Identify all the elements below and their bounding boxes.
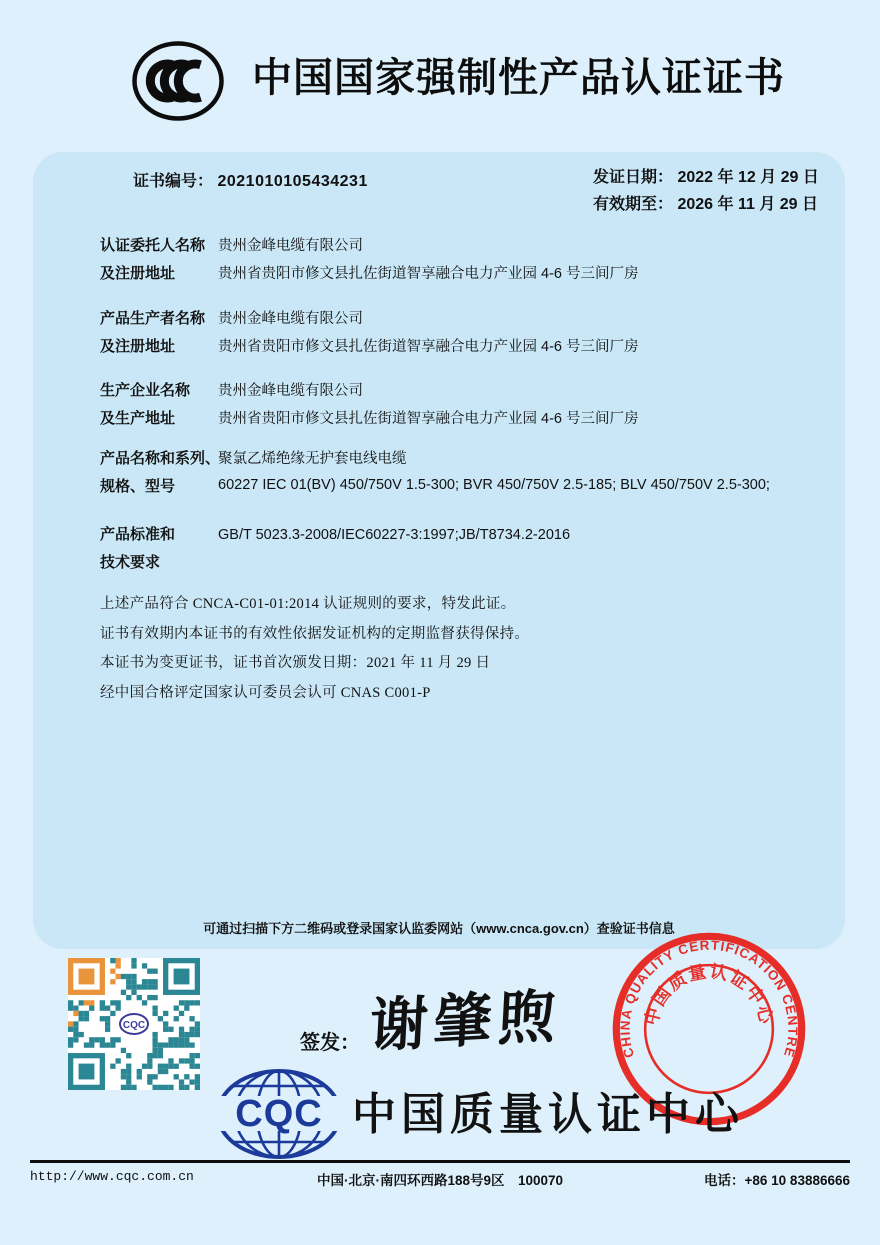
field-value-line2: 贵州省贵阳市修文县扎佐街道智享融合电力产业园 4-6 号三间厂房 — [218, 339, 639, 355]
field-label-line1: 产品生产者名称 — [100, 310, 206, 327]
svg-text:CHINA QUALITY CERTIFICATION CE — [618, 938, 801, 1060]
stamp-inner-text: 中国质量认证中心 — [641, 960, 777, 1028]
field-value — [218, 305, 815, 361]
statement-line: 本证书为变更证书，证书首次颁发日期：2021 年 11 月 29 日 — [100, 655, 491, 671]
footer-address: 中国·北京·南四环西路188号9区 100070 — [316, 1173, 564, 1188]
expiry-date-label: 有效期至： — [593, 196, 674, 213]
stamp-ring-text: CHINA QUALITY CERTIFICATION CENTRE — [617, 937, 801, 1060]
svg-text:中国质量认证中心 — [641, 961, 777, 1027]
certificate-number-line — [133, 168, 368, 191]
issue-date-value: 2022 年 12 月 29 日 — [677, 169, 819, 186]
cqc-logo-letters: CQC — [235, 1093, 323, 1135]
certificate-number-value: 2021010105434231 — [217, 173, 368, 190]
certificate-header — [0, 36, 880, 126]
field-label-line2: 及生产地址 — [100, 410, 176, 427]
expiry-date-value: 2026 年 11 月 29 日 — [677, 196, 819, 213]
svg-text:CQC: CQC — [122, 1020, 146, 1031]
certificate-dates — [593, 164, 819, 218]
issue-date-row — [593, 164, 819, 191]
field-value-line2: 贵州省贵阳市修文县扎佐街道智享融合电力产业园 4-6 号三间厂房 — [218, 266, 639, 282]
field-value-line1: 聚氯乙烯绝缘无护套电线电缆 — [218, 451, 407, 467]
field-value-line1: 贵州金峰电缆有限公司 — [218, 311, 363, 327]
qr-code-image — [68, 958, 200, 1090]
ccc-mark-icon — [131, 40, 225, 122]
field-value — [218, 232, 815, 288]
field-label-line2: 及注册地址 — [100, 265, 176, 282]
field-value-line2: 贵州省贵阳市修文县扎佐街道智享融合电力产业园 4-6 号三间厂房 — [218, 411, 639, 427]
statement-line: 证书有效期内本证书的有效性依据发证机构的定期监督获得保持。 — [100, 625, 530, 642]
certificate-body-card — [33, 152, 845, 949]
field-value-line2 — [218, 547, 815, 549]
issuer-signature-label: 签发： — [300, 1032, 360, 1054]
field-value-line1: GB/T 5023.3-2008/IEC60227-3:1997;JB/T8734.2-2016 — [218, 527, 571, 543]
field-label-line1: 生产企业名称 — [100, 382, 191, 399]
footer-website: http://www.cqc.com.cn — [30, 1169, 194, 1184]
footer-divider — [30, 1160, 850, 1163]
field-value-line2: 60227 IEC 01(BV) 450/750V 1.5-300; BVR 450/750V 2.5-185; BLV 450/750V 2.5-300; — [218, 477, 770, 493]
statement-line: 经中国合格评定国家认可委员会认可 CNAS C001-P — [100, 684, 431, 701]
page-title: 中国国家强制性产品认证证书 — [252, 56, 785, 100]
qr-code-icon — [68, 958, 200, 1090]
field-value — [218, 445, 815, 497]
verify-note: 可通过扫描下方二维码或登录国家认监委网站（www.cnca.gov.cn）查验证书信息 — [203, 921, 675, 936]
field-label-line2: 及注册地址 — [100, 338, 176, 355]
field-label-line1: 产品标准和 — [100, 526, 176, 543]
issue-date-label: 发证日期： — [593, 169, 674, 186]
field-value-line1: 贵州金峰电缆有限公司 — [218, 383, 363, 399]
field-value — [218, 377, 815, 433]
footer-phone: 电话：+86 10 83886666 — [704, 1173, 850, 1188]
organization-name: 中国质量认证中心 — [352, 1090, 744, 1139]
statement-line: 上述产品符合 CNCA-C01-01:2014 认证规则的要求，特发此证。 — [100, 596, 516, 612]
field-value — [218, 521, 815, 549]
issuer-signature-name: 谢肇煦 — [368, 983, 564, 1060]
field-label-line2: 规格、型号 — [100, 478, 176, 495]
cqc-globe-icon — [212, 1066, 346, 1162]
expiry-date-row — [593, 191, 819, 218]
field-label-line1: 产品名称和系列、 — [100, 450, 221, 467]
field-value-line1: 贵州金峰电缆有限公司 — [218, 238, 363, 254]
field-label-line1: 认证委托人名称 — [100, 237, 206, 254]
certificate-statements — [100, 590, 529, 708]
field-label-line2: 技术要求 — [100, 554, 161, 571]
certificate-number-label: 证书编号： — [133, 173, 214, 190]
